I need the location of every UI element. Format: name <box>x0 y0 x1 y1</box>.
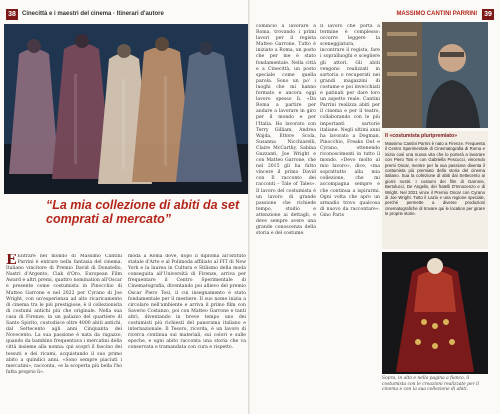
bio-box-title: Il «costumista pluripremiato» <box>385 133 458 139</box>
photo-caption: Sopra, in alto e nella pagina a fianco, il costumista con le creazioni realizzate per il cinema e con la sua collezione di abiti. <box>382 376 479 393</box>
portrait-illustration <box>382 22 488 128</box>
page-number-left: 38 <box>6 9 18 20</box>
article-text-1: Entrare nel mondo di Massimo Cantini Parrini è entrare nella fantasia del cinema. Italiano vincitore di Premio David di Donatello, Nastri d'Argento, Ciak d'Oro, European Film Award e altri premi, quattro nomination all'Oscar e presente come costumista in Pinocchio di Matteo Garrone e nel 2022 per Cyrano di Joe Wright, con un'esperienza ad alto ricaricamento di cinema tra le più prestigiose, è il collezionista di costumi antichi più che originale. Nella sua casa di Firenze, in un palazzo del quartiere di Santo Spirito, custodisce oltre 4000 abiti antichi, dal Settecento agli anni Cinquanta del Novecento. La sua passione è nata da ragazzo, quando da bambino frequentava i mercatini della città insieme alla nonna: qui scoprì il fascino dei tessuti e dei ricami, acquistando il suo primo abito a quindici anni. «Sono sempre piaciuti i mercatini», racconta, «e la scoperta più bella l'ho fatta proprio lì». <box>6 254 122 375</box>
bio-box-text: Massimo Cantini Parrini è nato a Firenze. Frequenta il Centro Sperimentale di Cinematografia di Roma e inizia così una nuova vita che lo porterà a lavorare con Piero Tosi e con Gabriella Pescucci, vincendo premi Oscar, mentre per la sua passione diventa il costumista più premiato della storia del cinema italiano. Sua la collezione di abiti dal Settecento ai giorni nostri. I costumi dei film di Garrone, Bertolucci, De Angelis, dei fratelli D'Innocenzo e di Wright. Nel 2021 vince il Premio Oscar con Cyrano di Joe Wright. Tutto il Lazio e una regione speciale, perché permette a diverse produzioni cinematografiche di trovare qui le location per girare le proprie storie. <box>385 141 485 217</box>
article-column-1 <box>6 254 122 410</box>
left-header <box>6 8 164 20</box>
article-text-3: cominciò a lavorare a Roma, trovando i primi lavori per il regista Matteo Garrone. Tutto è iniziato a Roma, un posto che per me è stato fondamentale. Nella città e a Cinecittà, un posto speciale come quella parola. Sono un po' i luoghi che mi hanno formato e ancora oggi lavoro spesso lì. «Da Roma a partire per andare a lavorare in giro per il mondo e per l'Italia. Ho lavorato con Terry Gilliam, Andrea Wajda, Ettore Scola, Susanna Nicchiarelli, Claire McCarthy, Sabina Guzzanti, Joe Wright e con Matteo Garrone, che nel 2015 gli ha fatto vincere il primo David con Il racconto dei racconti – Tale of Tales». Il lavoro del costumista è un lavoro di grande passione che richiede tempo, studio e attenzione ai dettagli, e deve sempre avere una grande conoscenza della storia e del costume. <box>256 24 316 237</box>
author-name: MASSIMO CANTINI PARRINI <box>396 11 477 17</box>
section-title: Cinecittà e i maestri del cinema · Itinerari d'autore <box>22 11 164 17</box>
right-header <box>396 8 494 20</box>
article-column-4 <box>320 24 380 410</box>
article-column-2 <box>128 254 246 410</box>
portrait-photo <box>382 22 488 128</box>
drop-cap: E <box>6 254 17 268</box>
article-text-2: moda a Roma dove, dopo il diploma all'Istituto statale d'Arte e al Polimoda affiliato al FIT di New York e la laurea in Cultura e Stilismo della moda conseguita all'Università di Firenze, arriva per frequentare il Centro Sperimentale di Cinematografia, diventando poi allievo del premio Oscar Piero Tosi, il cui insegnamento è stato fondamentale per il mestiere. Il suo nome inizia a circolare nell'ambiente e arriva il primo film con Saverio Costanzo, poi con Matteo Garrone e tanti altri, diventando in breve tempo uno dei costumisti più richiesti del panorama italiano e internazionale. Il Tesoro, ricorda, è un lavoro di ricerca continua sui materiali, sui colori e sulle epoche, e ogni abito racconta una storia che va conservata e tramandata con cura e rispetto. <box>128 254 246 351</box>
bio-box <box>382 131 488 249</box>
article-text-4: Il lavoro che porta a termine è complesso: occorre leggere la sceneggiatura, incontrare il regista, fare i sopralluoghi e scegliere gli attori. Gli abiti vengono realizzati in sartoria o recuperati nei grandi magazzini di costume e poi invecchiati e patinati per dare loro un aspetto reale. Cantini Parrini realizza abiti per il cinema e per il teatro, collaborando con le più importanti sartorie italiane. Negli ultimi anni ha lavorato a Dogman, Pinocchio, Freaks Out e Cyrano, ottenendo riconoscimenti in tutto il mondo. «Devo molto al mio lavoro», dice, «ma soprattutto alla mia collezione, che mi accompagna sempre e che continua a ispirarmi. Ogni volta che apro un armadio trovo qualcosa di nuovo da raccontare». Gino Paris <box>320 24 380 218</box>
pull-quote: “La mia collezione di abiti da set comprati al mercato” <box>46 198 240 226</box>
page-number-right: 39 <box>482 9 494 20</box>
costume-collection-photo <box>4 24 248 194</box>
costumes-illustration <box>4 24 248 194</box>
costume-detail-photo <box>382 252 488 374</box>
article-column-3 <box>256 24 316 410</box>
costume-detail-illustration <box>382 252 488 374</box>
